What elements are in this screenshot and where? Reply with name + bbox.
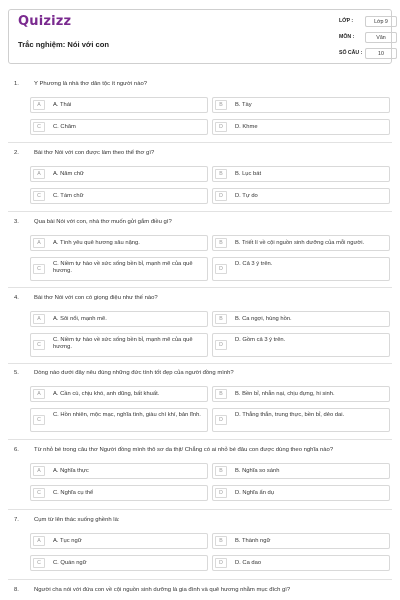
option-letter: A bbox=[33, 100, 45, 110]
option-text: B. Triết lí về cội nguồn sinh dưỡng của mỗi người. bbox=[235, 240, 365, 246]
option-text: C. Niềm tự hào về sức sống bền bỉ, mạnh mẽ của quê hương. bbox=[53, 261, 193, 275]
option-d[interactable] bbox=[212, 119, 390, 135]
option-letter: B bbox=[215, 536, 227, 546]
option-letter: D bbox=[215, 415, 227, 425]
option-letter: D bbox=[215, 488, 227, 498]
option-letter: A bbox=[33, 238, 45, 248]
option-text: A. Năm chữ bbox=[53, 171, 84, 177]
meta-grade bbox=[313, 16, 393, 30]
question-text: Bài thơ Nói với con có giọng điệu như thế nào? bbox=[34, 295, 158, 301]
question-number: 7. bbox=[14, 517, 19, 523]
option-text: B. Thành ngữ bbox=[235, 538, 271, 544]
option-letter: D bbox=[215, 340, 227, 350]
meta-label: MÔN : bbox=[339, 34, 355, 40]
option-text: B. Nghĩa so sánh bbox=[235, 468, 280, 474]
question-number: 6. bbox=[14, 447, 19, 453]
option-text: A. Tình yêu quê hương sâu nặng. bbox=[53, 240, 140, 246]
option-letter: C bbox=[33, 558, 45, 568]
question-header bbox=[0, 447, 400, 461]
question-header bbox=[0, 370, 400, 384]
option-a[interactable] bbox=[30, 533, 208, 549]
question-header bbox=[0, 150, 400, 164]
option-a[interactable] bbox=[30, 166, 208, 182]
question-header bbox=[0, 517, 400, 531]
option-letter: A bbox=[33, 466, 45, 476]
option-a[interactable] bbox=[30, 386, 208, 402]
option-b[interactable] bbox=[212, 235, 390, 251]
option-letter: B bbox=[215, 314, 227, 324]
divider bbox=[8, 211, 392, 212]
option-b[interactable] bbox=[212, 311, 390, 327]
option-letter: B bbox=[215, 238, 227, 248]
option-text: C. Tám chữ bbox=[53, 193, 84, 199]
option-text: C. Chăm bbox=[53, 124, 76, 130]
option-letter: C bbox=[33, 340, 45, 350]
option-text: D. Cả 3 ý trên. bbox=[235, 261, 273, 267]
meta-value: 10 bbox=[365, 48, 397, 59]
option-b[interactable] bbox=[212, 386, 390, 402]
quizizz-logo[interactable]: Quizizz bbox=[18, 14, 72, 29]
option-letter: B bbox=[215, 169, 227, 179]
option-letter: D bbox=[215, 264, 227, 274]
question-text: Dòng nào dưới đây nêu đúng những đức tính tốt đẹp của người đồng mình? bbox=[34, 370, 234, 376]
option-a[interactable] bbox=[30, 311, 208, 327]
option-text: C. Niềm tự hào về sức sống bền bỉ, mạnh mẽ của quê hương. bbox=[53, 337, 193, 351]
option-letter: D bbox=[215, 122, 227, 132]
option-letter: C bbox=[33, 191, 45, 201]
question-number: 5. bbox=[14, 370, 19, 376]
option-letter: B bbox=[215, 100, 227, 110]
option-c[interactable] bbox=[30, 408, 208, 432]
quiz-title: Trắc nghiệm: Nói với con bbox=[18, 40, 110, 49]
option-text: C. Quán ngữ bbox=[53, 560, 87, 566]
question-header bbox=[0, 219, 400, 233]
option-text: A. Tục ngữ bbox=[53, 538, 82, 544]
option-letter: B bbox=[215, 389, 227, 399]
option-text: D. Khme bbox=[235, 124, 258, 130]
option-letter: C bbox=[33, 488, 45, 498]
meta-label: LỚP : bbox=[339, 18, 354, 24]
option-d[interactable] bbox=[212, 485, 390, 501]
meta-value: Văn bbox=[365, 32, 397, 43]
divider bbox=[8, 363, 392, 364]
option-a[interactable] bbox=[30, 97, 208, 113]
option-letter: C bbox=[33, 264, 45, 274]
option-letter: A bbox=[33, 389, 45, 399]
option-text: D. Gồm cả 3 ý trên. bbox=[235, 337, 286, 343]
option-d[interactable] bbox=[212, 333, 390, 357]
option-b[interactable] bbox=[212, 97, 390, 113]
option-d[interactable] bbox=[212, 555, 390, 571]
option-text: A. Sôi nổi, mạnh mẽ. bbox=[53, 316, 107, 322]
question-header bbox=[0, 81, 400, 95]
option-c[interactable] bbox=[30, 485, 208, 501]
option-letter: C bbox=[33, 415, 45, 425]
worksheet-header bbox=[8, 9, 392, 64]
option-d[interactable] bbox=[212, 188, 390, 204]
option-text: A. Nghĩa thực bbox=[53, 468, 89, 474]
question-header bbox=[0, 295, 400, 309]
option-b[interactable] bbox=[212, 533, 390, 549]
option-b[interactable] bbox=[212, 463, 390, 479]
option-c[interactable] bbox=[30, 257, 208, 281]
option-text: A. Cần cù, chịu khó, anh dũng, bất khuất. bbox=[53, 391, 160, 397]
option-letter: C bbox=[33, 122, 45, 132]
option-letter: B bbox=[215, 466, 227, 476]
meta-value: Lớp 9 bbox=[365, 16, 397, 27]
option-letter: D bbox=[215, 191, 227, 201]
option-letter: A bbox=[33, 169, 45, 179]
question-number: 4. bbox=[14, 295, 19, 301]
divider bbox=[8, 287, 392, 288]
meta-label: SỐ CÂU : bbox=[339, 50, 363, 56]
option-c[interactable] bbox=[30, 119, 208, 135]
option-text: D. Tự do bbox=[235, 193, 258, 199]
meta-count bbox=[313, 48, 393, 62]
option-text: B. Tày bbox=[235, 102, 252, 108]
question-number: 3. bbox=[14, 219, 19, 225]
question-number: 2. bbox=[14, 150, 19, 156]
divider bbox=[8, 509, 392, 510]
question-text: Người cha nói với đứa con về cội nguồn sinh dưỡng là gia đình và quê hương nhằm mục đích gì? bbox=[34, 587, 291, 593]
option-c[interactable] bbox=[30, 555, 208, 571]
option-c[interactable] bbox=[30, 188, 208, 204]
option-text: D. Thẳng thắn, trung thực, bền bỉ, dẻo dai. bbox=[235, 412, 345, 418]
option-text: B. Ca ngợi, hùng hồn. bbox=[235, 316, 292, 322]
option-text: B. Lục bát bbox=[235, 171, 262, 177]
option-text: B. Bền bỉ, nhẫn nại, chịu đựng, hi sinh. bbox=[235, 391, 335, 397]
option-c[interactable] bbox=[30, 333, 208, 357]
question-number: 8. bbox=[14, 587, 19, 593]
option-a[interactable] bbox=[30, 235, 208, 251]
question-text: Bài thơ Nói với con được làm theo thể thơ gì? bbox=[34, 150, 155, 156]
divider bbox=[8, 142, 392, 143]
option-d[interactable] bbox=[212, 408, 390, 432]
option-d[interactable] bbox=[212, 257, 390, 281]
option-text: C. Nghĩa cụ thể bbox=[53, 490, 94, 496]
option-text: D. Nghĩa ẩn dụ bbox=[235, 490, 274, 496]
option-letter: A bbox=[33, 536, 45, 546]
option-a[interactable] bbox=[30, 463, 208, 479]
option-text: D. Ca dao bbox=[235, 560, 262, 566]
question-text: Cụm từ lên thác xuống ghềnh là: bbox=[34, 517, 120, 523]
option-letter: D bbox=[215, 558, 227, 568]
question-text: Từ nhỏ bé trong câu thơ Người đồng mình thô sơ da thịt/ Chẳng có ai nhỏ bé đâu con được dùng theo nghĩa nào? bbox=[34, 447, 334, 453]
question-text: Y Phương là nhà thơ dân tộc ít người nào? bbox=[34, 81, 148, 87]
meta-subject bbox=[313, 32, 393, 46]
option-letter: A bbox=[33, 314, 45, 324]
option-b[interactable] bbox=[212, 166, 390, 182]
option-text: A. Thái bbox=[53, 102, 72, 108]
divider bbox=[8, 439, 392, 440]
question-number: 1. bbox=[14, 81, 19, 87]
question-header bbox=[0, 587, 400, 600]
question-text: Qua bài Nói với con, nhà thơ muốn gửi gắm điều gì? bbox=[34, 219, 172, 225]
option-text: C. Hồn nhiên, mộc mạc, nghĩa tình, giàu chí khí, bản lĩnh. bbox=[53, 412, 201, 418]
divider bbox=[8, 579, 392, 580]
